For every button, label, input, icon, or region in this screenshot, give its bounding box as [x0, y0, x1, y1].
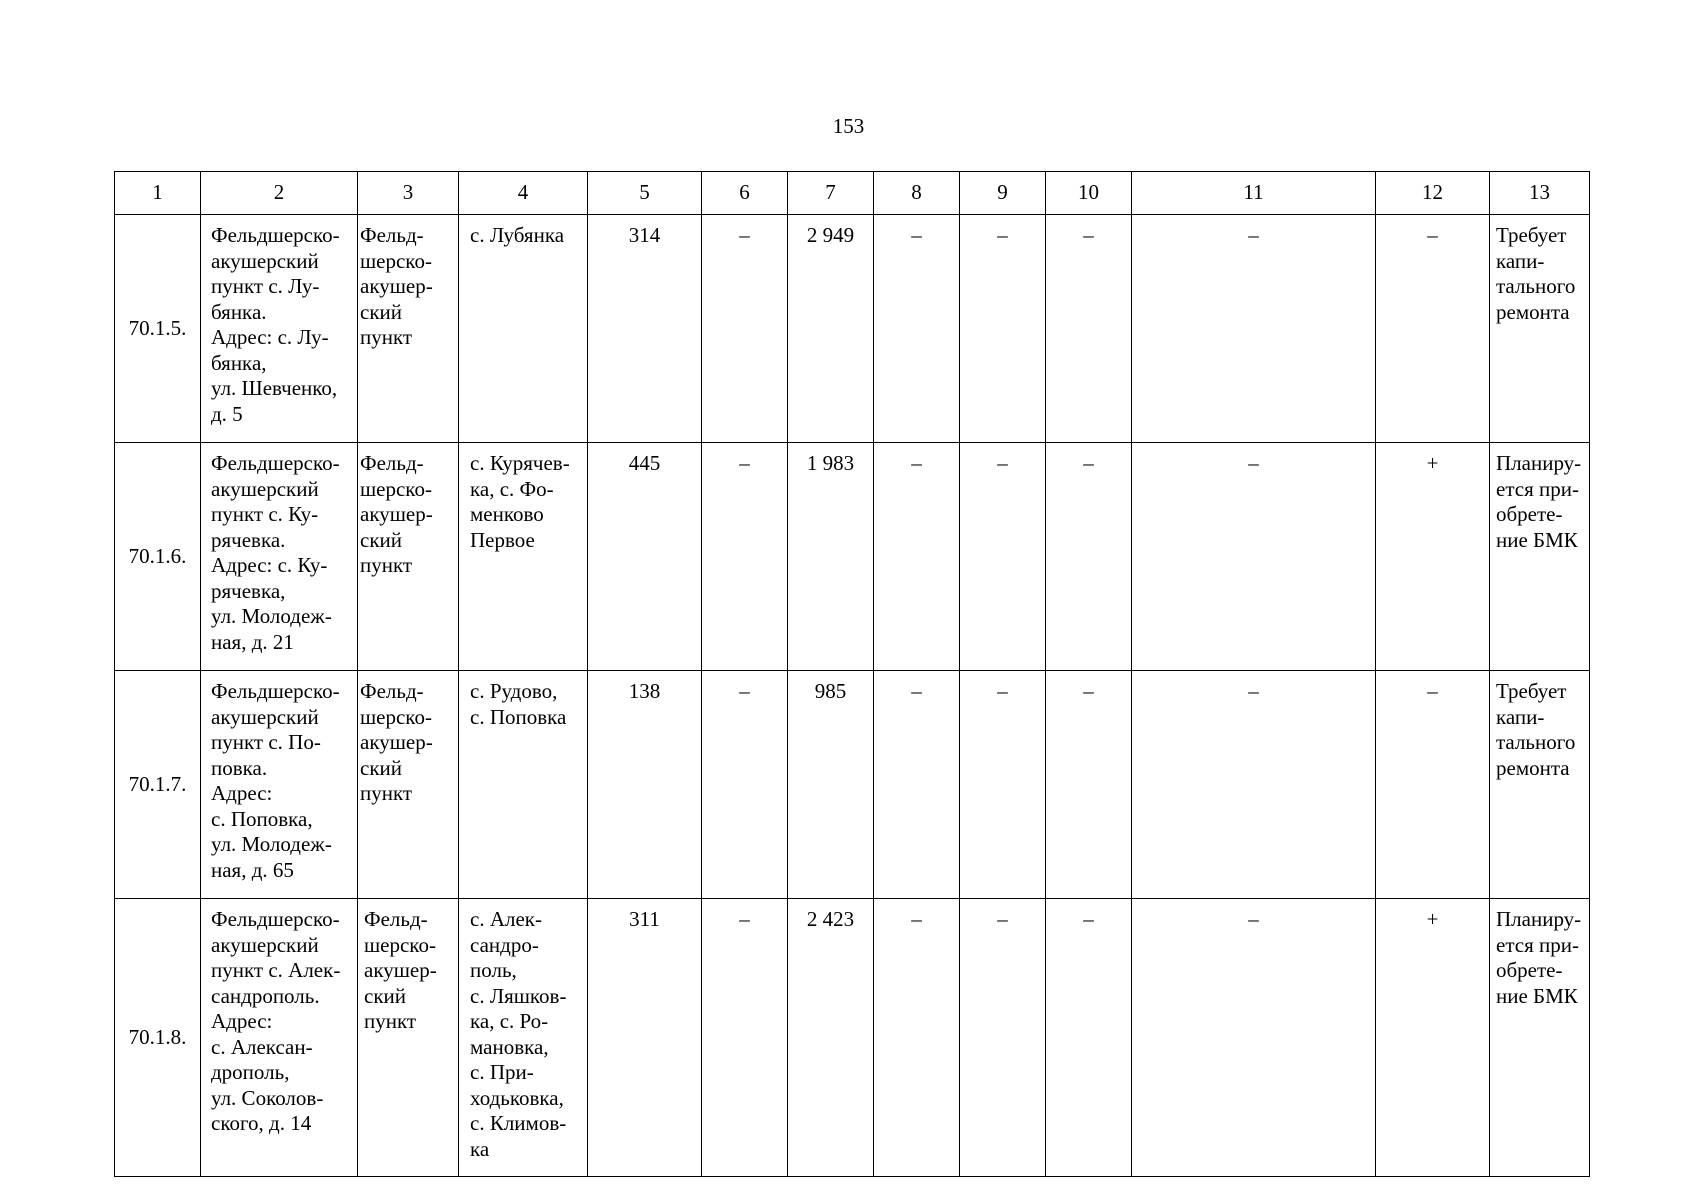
row-number: 70.1.8. — [115, 899, 201, 1177]
row-number: 70.1.5. — [115, 215, 201, 443]
served-settlements: с. Курячев- ка, с. Фо- менково Первое — [459, 443, 588, 671]
served-settlements: с. Рудово, с. Поповка — [459, 671, 588, 899]
column-header: 4 — [459, 172, 588, 215]
column-header: 8 — [874, 172, 960, 215]
column-header: 13 — [1490, 172, 1590, 215]
cell-col-11: – — [1132, 443, 1376, 671]
table-row — [115, 215, 1590, 443]
column-header: 9 — [960, 172, 1046, 215]
cell-col-8: – — [874, 215, 960, 443]
cell-col-12: – — [1376, 215, 1490, 443]
cell-col-12: + — [1376, 443, 1490, 671]
cell-col-5: 138 — [588, 671, 702, 899]
note-cell: Требует капи- тального ремонта — [1490, 671, 1590, 899]
column-header: 7 — [788, 172, 874, 215]
cell-col-6: – — [702, 671, 788, 899]
page-number: 153 — [832, 114, 865, 138]
column-header: 12 — [1376, 172, 1490, 215]
note-cell: Планиру- ется при- обрете- ние БМК — [1490, 443, 1590, 671]
table-row — [115, 671, 1590, 899]
facilities-table — [114, 171, 1590, 1177]
facility-name-address: Фельдшерско- акушерский пункт с. По- повка. Адрес: с. Поповка, ул. Молодеж- ная, д. 65 — [201, 671, 358, 899]
facility-name-address: Фельдшерско- акушерский пункт с. Лу- бянка. Адрес: с. Лу- бянка, ул. Шевченко, д. 5 — [201, 215, 358, 443]
cell-col-7: 985 — [788, 671, 874, 899]
cell-col-11: – — [1132, 215, 1376, 443]
cell-col-9: – — [960, 215, 1046, 443]
column-header: 11 — [1132, 172, 1376, 215]
cell-col-5: 445 — [588, 443, 702, 671]
cell-col-10: – — [1046, 215, 1132, 443]
column-header: 5 — [588, 172, 702, 215]
note-cell: Требует капи- тального ремонта — [1490, 215, 1590, 443]
column-header: 1 — [115, 172, 201, 215]
table-row — [115, 899, 1590, 1177]
cell-col-5: 314 — [588, 215, 702, 443]
cell-col-6: – — [702, 443, 788, 671]
column-header: 2 — [201, 172, 358, 215]
cell-col-11: – — [1132, 899, 1376, 1177]
cell-col-5: 311 — [588, 899, 702, 1177]
served-settlements: с. Лубянка — [459, 215, 588, 443]
row-number: 70.1.7. — [115, 671, 201, 899]
cell-col-10: – — [1046, 899, 1132, 1177]
row-number: 70.1.6. — [115, 443, 201, 671]
facility-type: Фельд- шерско- акушер- ский пункт — [358, 215, 459, 443]
facility-type: Фельд- шерско- акушер- ский пункт — [358, 443, 459, 671]
facility-type: Фельд- шерско- акушер- ский пункт — [358, 671, 459, 899]
cell-col-6: – — [702, 899, 788, 1177]
cell-col-9: – — [960, 899, 1046, 1177]
note-cell: Планиру- ется при- обрете- ние БМК — [1490, 899, 1590, 1177]
cell-col-7: 2 949 — [788, 215, 874, 443]
cell-col-9: – — [960, 671, 1046, 899]
table-row — [115, 443, 1590, 671]
cell-col-8: – — [874, 671, 960, 899]
cell-col-11: – — [1132, 671, 1376, 899]
cell-col-8: – — [874, 443, 960, 671]
cell-col-6: – — [702, 215, 788, 443]
column-header: 3 — [358, 172, 459, 215]
table-header-row — [115, 172, 1590, 215]
cell-col-12: + — [1376, 899, 1490, 1177]
facility-name-address: Фельдшерско- акушерский пункт с. Алек- сандрополь. Адрес: с. Алексан- дрополь, ул. Соколов- ского, д. 14 — [201, 899, 358, 1177]
cell-col-12: – — [1376, 671, 1490, 899]
cell-col-7: 1 983 — [788, 443, 874, 671]
facility-name-address: Фельдшерско- акушерский пункт с. Ку- рячевка. Адрес: с. Ку- рячевка, ул. Молодеж- ная, д. 21 — [201, 443, 358, 671]
column-header: 10 — [1046, 172, 1132, 215]
served-settlements: с. Алек- сандро- поль, с. Ляшков- ка, с. Ро- мановка, с. При- ходьковка, с. Климов- ка — [459, 899, 588, 1177]
facility-type: Фельд- шерско- акушер- ский пункт — [358, 899, 459, 1177]
cell-col-7: 2 423 — [788, 899, 874, 1177]
cell-col-10: – — [1046, 671, 1132, 899]
cell-col-8: – — [874, 899, 960, 1177]
cell-col-9: – — [960, 443, 1046, 671]
column-header: 6 — [702, 172, 788, 215]
cell-col-10: – — [1046, 443, 1132, 671]
